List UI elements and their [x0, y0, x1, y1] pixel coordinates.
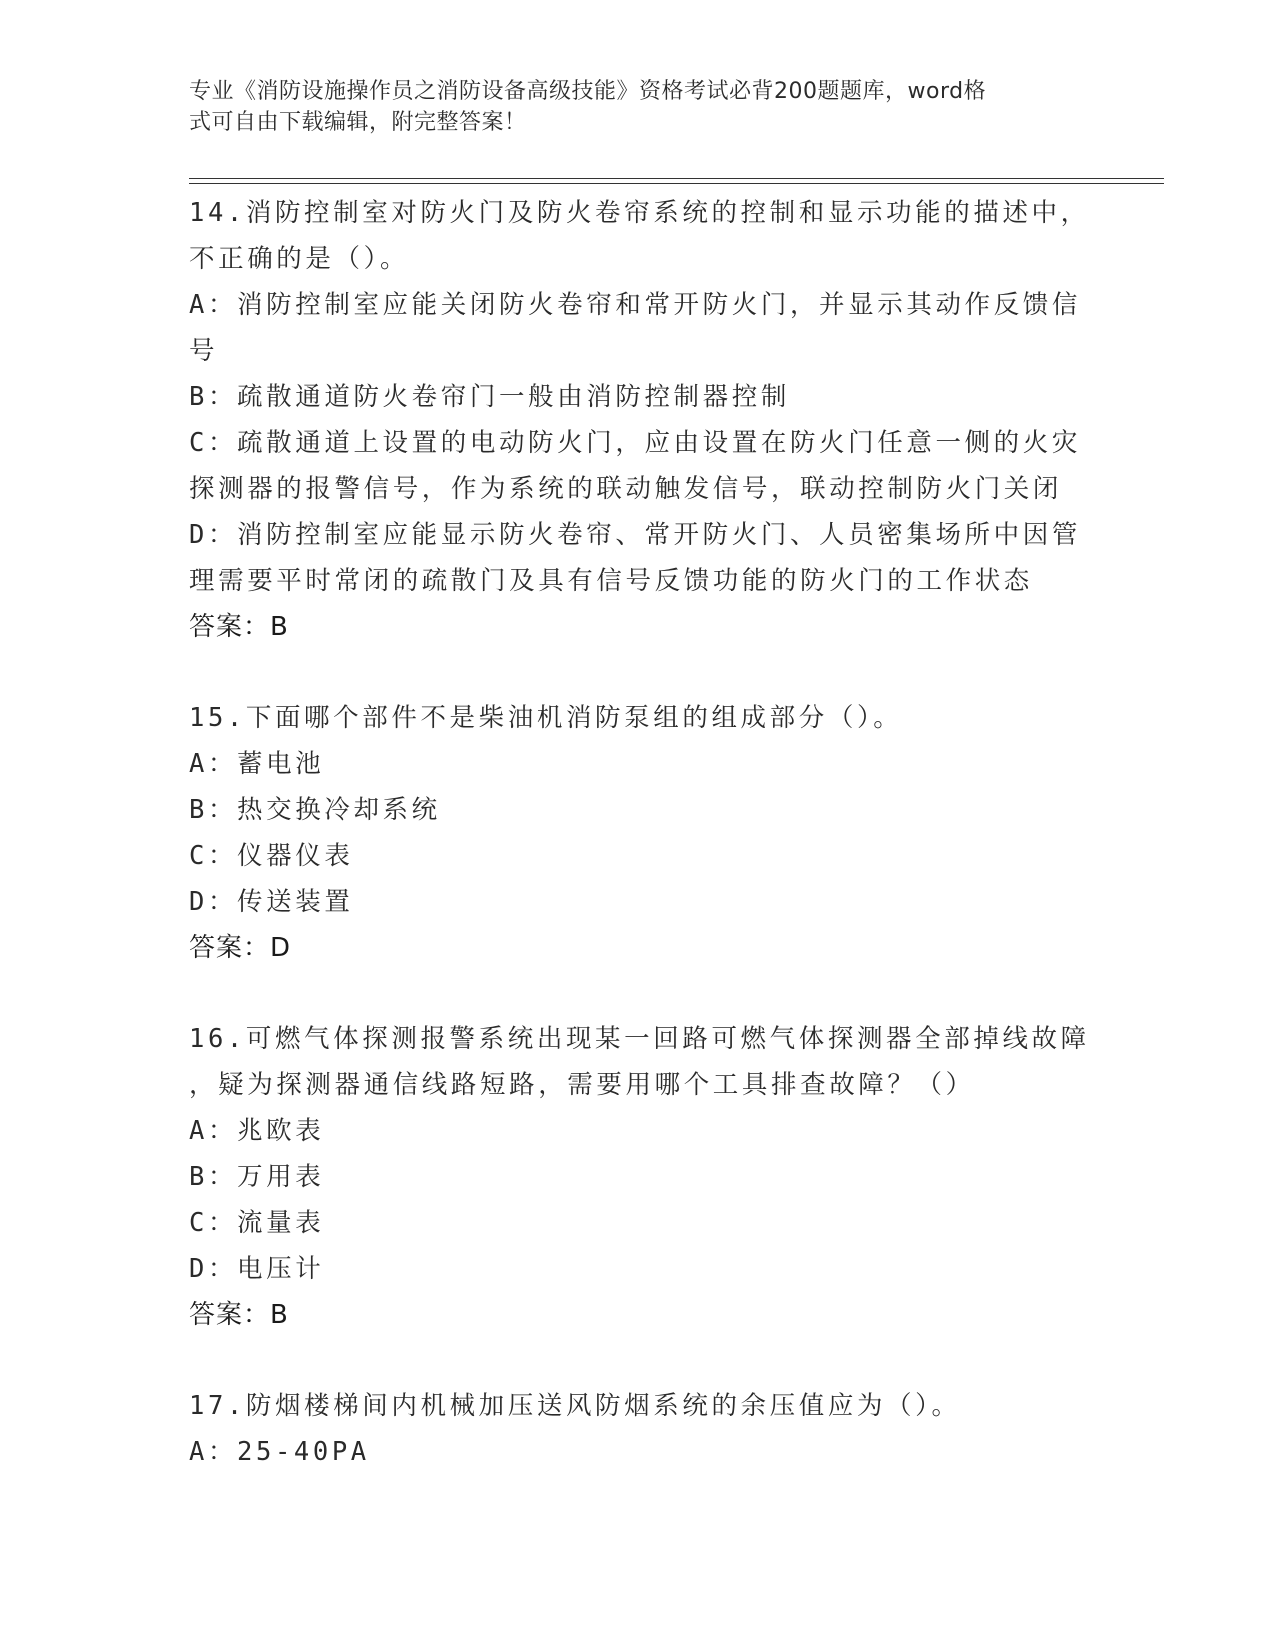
question-stem: 15.下面哪个部件不是柴油机消防泵组的组成部分（）。: [189, 703, 903, 733]
option-b: B：疏散通道防火卷帘门一般由消防控制器控制: [189, 382, 790, 412]
answer-label: 答案：B: [189, 612, 289, 642]
question-stem: 17.防烟楼梯间内机械加压送风防烟系统的余压值应为（）。: [189, 1391, 961, 1421]
question-14: [189, 190, 1089, 650]
option-d: D：传送装置: [189, 887, 354, 917]
option-d: 理需要平时常闭的疏散门及具有信号反馈功能的防火门的工作状态: [189, 566, 1033, 596]
question-stem: 不正确的是（）。: [189, 244, 410, 274]
option-c: C：疏散通道上设置的电动防火门，应由设置在防火门任意一侧的火灾: [189, 428, 1081, 458]
option-a: A：蓄电池: [189, 749, 325, 779]
option-b: B：万用表: [189, 1162, 325, 1192]
header-line-1: 专业《消防设施操作员之消防设备高级技能》资格考试必背200题题库，word格: [189, 79, 987, 104]
option-c: C：仪器仪表: [189, 841, 354, 871]
option-c: C：流量表: [189, 1208, 325, 1238]
question-16: [189, 1016, 1089, 1338]
question-stem: 16.可燃气体探测报警系统出现某一回路可燃气体探测器全部掉线故障: [189, 1024, 1090, 1054]
header-rule-top: [189, 178, 1164, 179]
option-d: D：电压计: [189, 1254, 325, 1284]
option-a: A：消防控制室应能关闭防火卷帘和常开防火门，并显示其动作反馈信: [189, 290, 1081, 320]
question-17: [189, 1383, 1089, 1475]
question-15: [189, 695, 1089, 971]
option-b: B：热交换冷却系统: [189, 795, 441, 825]
option-a: A：25-40PA: [189, 1437, 370, 1467]
option-d: D：消防控制室应能显示防火卷帘、常开防火门、人员密集场所中因管: [189, 520, 1081, 550]
question-stem: ，疑为探测器通信线路短路，需要用哪个工具排查故障？（）: [189, 1070, 975, 1100]
answer-label: 答案：B: [189, 1300, 289, 1330]
question-list: [189, 190, 1089, 1520]
document-header: [189, 76, 1079, 138]
option-a: A：兆欧表: [189, 1116, 325, 1146]
header-line-2: 式可自由下载编辑，附完整答案！: [189, 110, 527, 135]
option-a: 号: [189, 336, 219, 366]
option-c: 探测器的报警信号，作为系统的联动触发信号，联动控制防火门关闭: [189, 474, 1063, 504]
header-rule-bottom: [189, 183, 1164, 184]
question-stem: 14.消防控制室对防火门及防火卷帘系统的控制和显示功能的描述中，: [189, 198, 1090, 228]
answer-label: 答案：D: [189, 933, 292, 963]
